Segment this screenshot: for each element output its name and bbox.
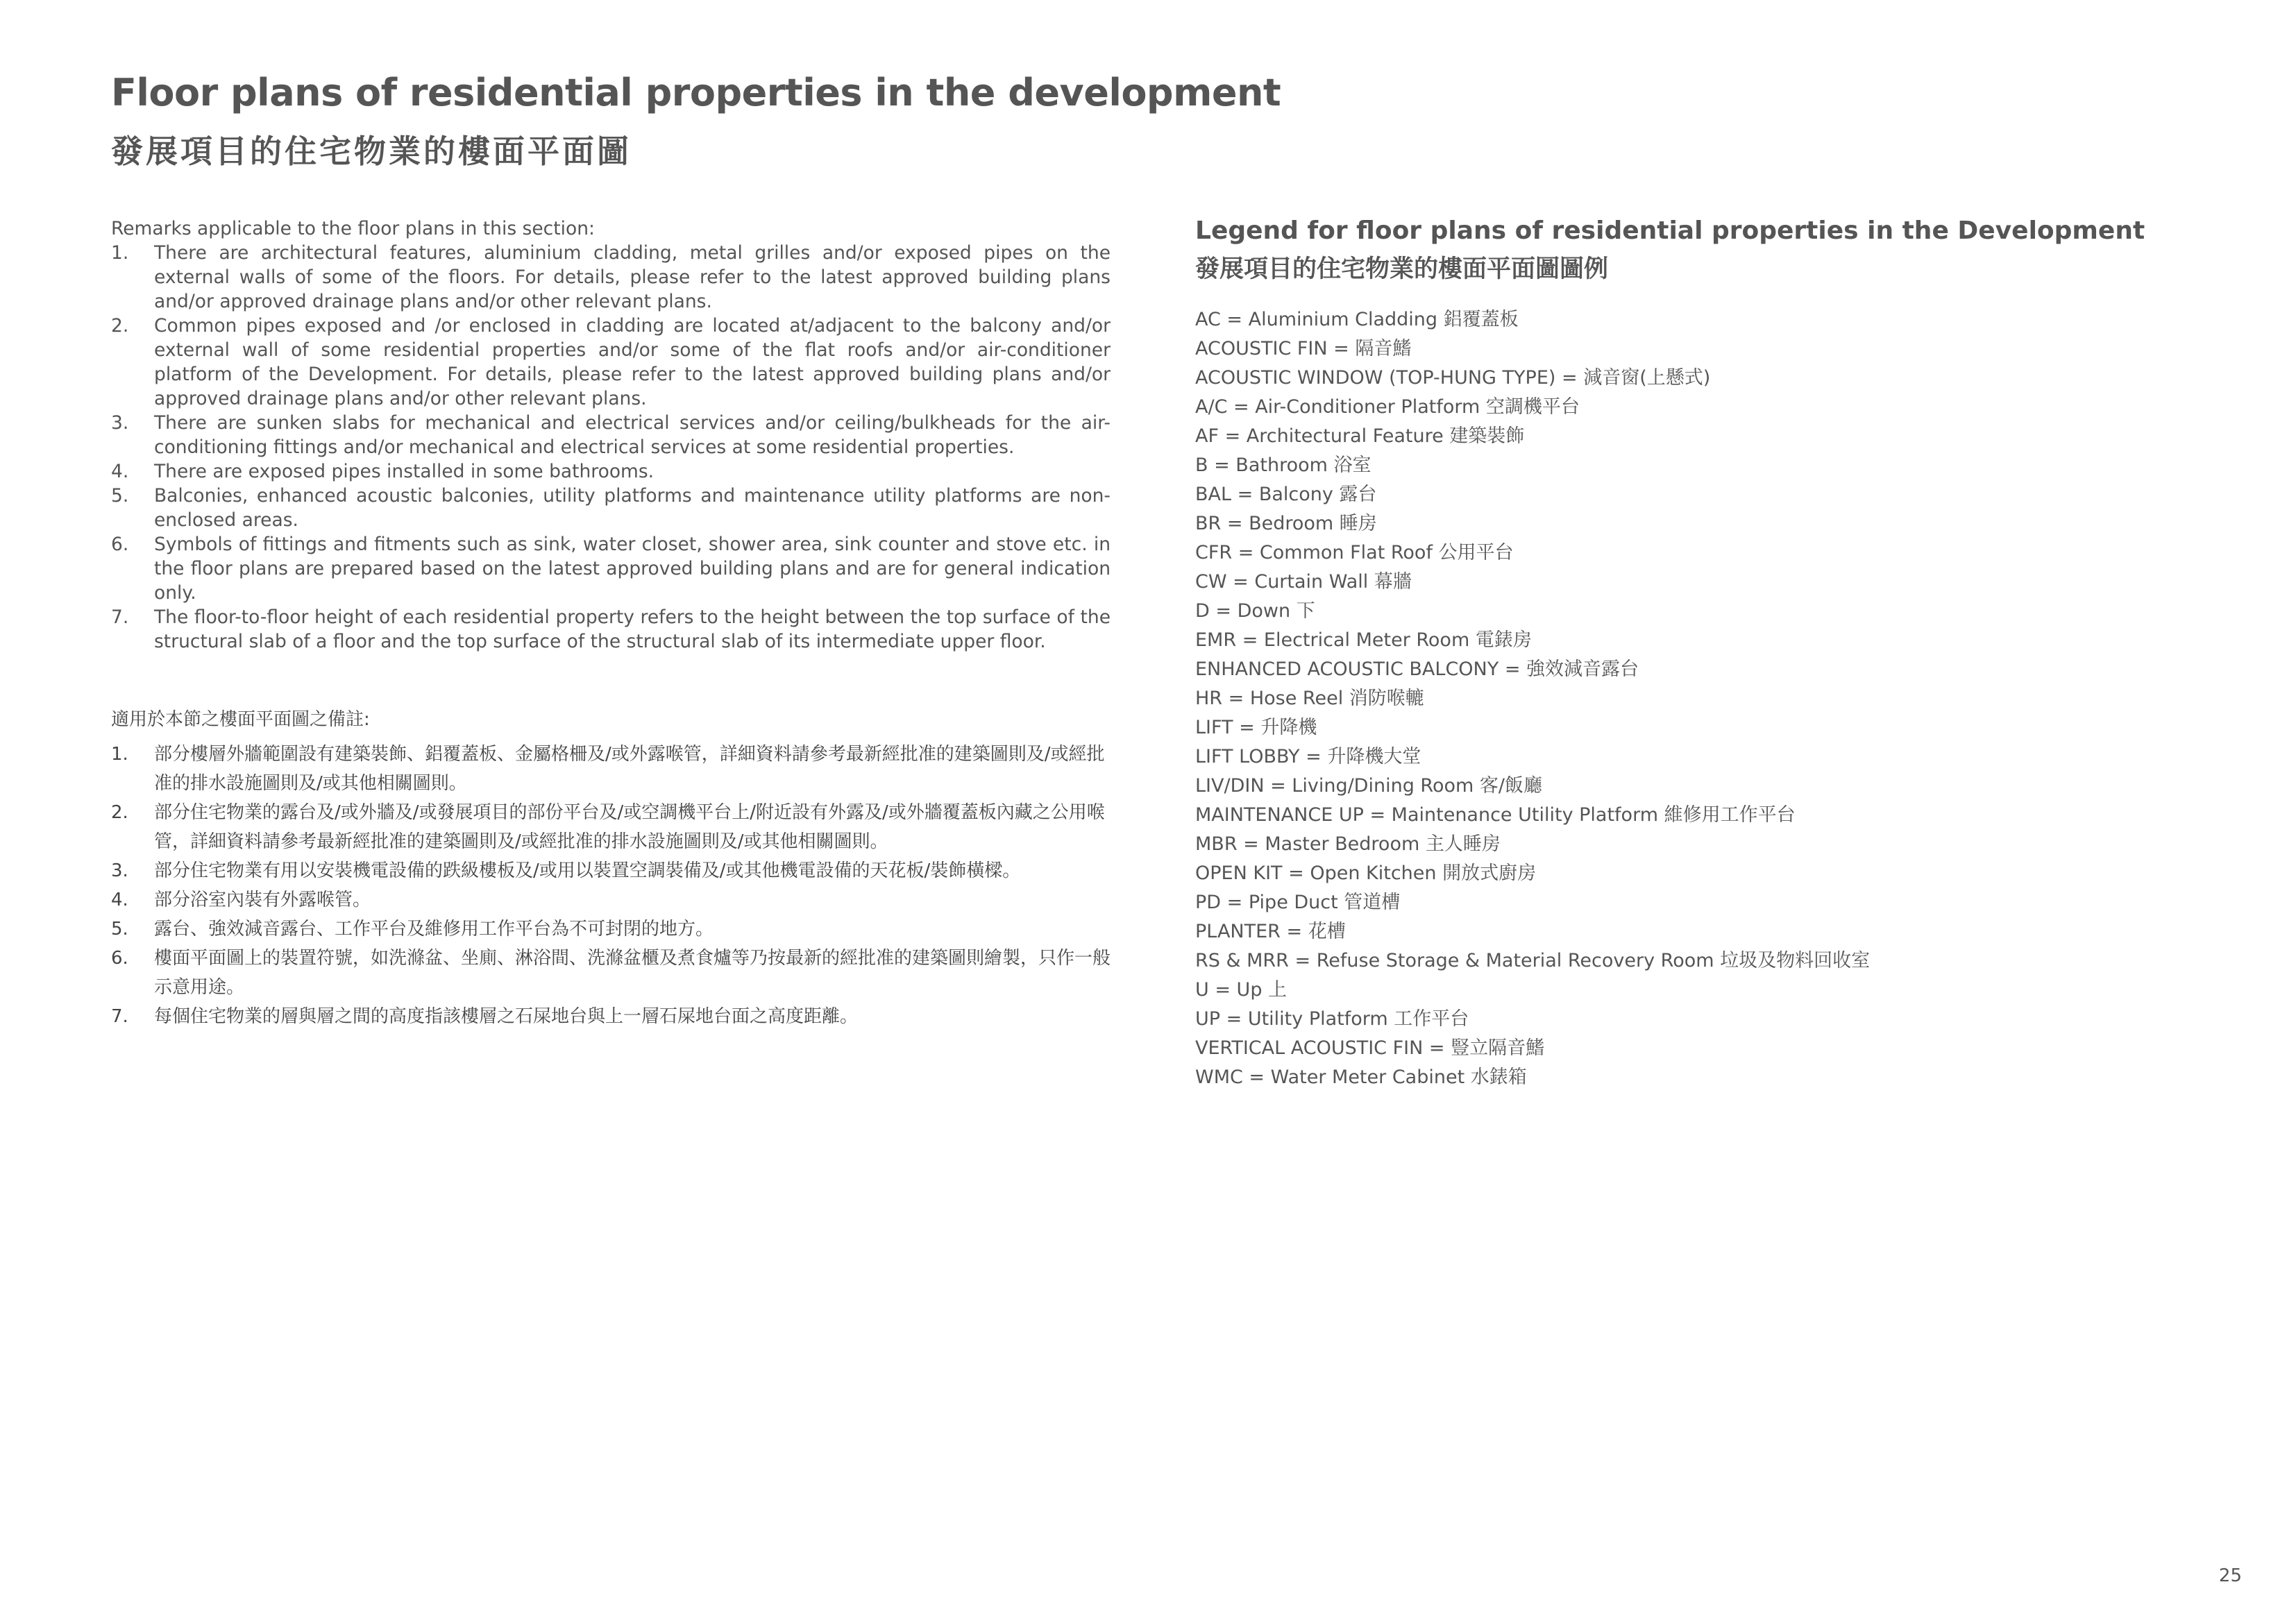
legend-item: EMR = Electrical Meter Room 電錶房 (1195, 629, 1532, 651)
remark-item (111, 241, 1111, 314)
legend-item: LIV/DIN = Living/Dining Room 客/飯廳 (1195, 775, 1542, 797)
remark-item-chinese (111, 944, 1111, 1002)
remark-number: 2. (111, 315, 129, 337)
remark-item (111, 459, 1111, 484)
legend-item: U = Up 上 (1195, 979, 1288, 1001)
legend-item: BR = Bedroom 睡房 (1195, 513, 1377, 534)
remark-text: 部分住宅物業的露台及/或外牆及/或發展項目的部份平台及/或空調機平台上/附近設有外露及/或外牆覆蓋板內藏之公用喉管，詳細資料請參考最新經批准的建築圖則及/或經批准的排水設施圖則及/或其他相關圖則。 (154, 802, 1105, 852)
remark-number: 1. (111, 744, 128, 765)
remark-number: 6. (111, 948, 128, 969)
remark-item-chinese (111, 856, 1111, 885)
legend-item: PLANTER = 花槽 (1195, 921, 1346, 942)
legend-item: UP = Utility Platform 工作平台 (1195, 1008, 1469, 1030)
remark-text: There are sunken slabs for mechanical and electrical services and/or ceiling/bulkheads for the air-conditioning fittings and/or mechanical and electrical services at some residential properties. (154, 412, 1111, 458)
remark-number: 4. (111, 890, 128, 910)
remark-number: 1. (111, 242, 129, 264)
remarks-intro: Remarks applicable to the floor plans in this section: (111, 218, 595, 239)
remark-item (111, 605, 1111, 654)
remark-number: 4. (111, 461, 129, 482)
remark-item (111, 532, 1111, 605)
remarks-chinese (111, 705, 1111, 1031)
remark-number: 5. (111, 485, 129, 507)
legend-item: ACOUSTIC FIN = 隔音鰭 (1195, 338, 1412, 359)
legend-item: AF = Architectural Feature 建築裝飾 (1195, 425, 1525, 447)
remarks-list-chinese (111, 740, 1111, 1031)
legend-item: A/C = Air-Conditioner Platform 空調機平台 (1195, 396, 1580, 418)
legend-item: VERTICAL ACOUSTIC FIN = 豎立隔音鰭 (1195, 1037, 1545, 1059)
remark-number: 3. (111, 860, 128, 881)
legend-item: WMC = Water Meter Cabinet 水錶箱 (1195, 1067, 1527, 1088)
remark-text: 每個住宅物業的層與層之間的高度指該樓層之石屎地台與上一層石屎地台面之高度距離。 (154, 1006, 859, 1027)
remark-item (111, 411, 1111, 459)
legend-item: LIFT LOBBY = 升降機大堂 (1195, 746, 1421, 767)
legend-list (1195, 305, 2167, 1092)
legend-item: MAINTENANCE UP = Maintenance Utility Platform 維修用工作平台 (1195, 804, 1796, 826)
remark-number: 7. (111, 1006, 128, 1027)
remarks-intro-chinese: 適用於本節之樓面平面圖之備註: (111, 709, 370, 730)
remark-text: Common pipes exposed and /or enclosed in cladding are located at/adjacent to the balcony and/or external wall of some residential properties and/or some of the flat roofs and/or air-conditioner platform of the Development. For details, please refer to the latest approved building plans and/or approved drainage plans and/or other relevant plans. (154, 315, 1111, 409)
remark-item-chinese (111, 798, 1111, 856)
legend-item: LIFT = 升降機 (1195, 717, 1317, 738)
legend-item: CW = Curtain Wall 幕牆 (1195, 571, 1412, 593)
remark-item-chinese (111, 740, 1111, 798)
remark-item-chinese (111, 1002, 1111, 1031)
remark-item-chinese (111, 915, 1111, 944)
remark-text: 部分住宅物業有用以安裝機電設備的跌級樓板及/或用以裝置空調裝備及/或其他機電設備的天花板/裝飾橫樑。 (154, 860, 1021, 881)
remark-number: 3. (111, 412, 129, 434)
legend-item: B = Bathroom 浴室 (1195, 454, 1371, 476)
legend-item: AC = Aluminium Cladding 鋁覆蓋板 (1195, 309, 1519, 330)
remark-text: 露台、強效減音露台、工作平台及維修用工作平台為不可封閉的地方。 (154, 919, 714, 940)
legend-item: ENHANCED ACOUSTIC BALCONY = 強效減音露台 (1195, 658, 1639, 680)
remark-text: 部分浴室內裝有外露喉管。 (154, 890, 371, 910)
remark-item-chinese (111, 885, 1111, 915)
legend-item: ACOUSTIC WINDOW (TOP-HUNG TYPE) = 減音窗(上懸式) (1195, 367, 1711, 389)
legend-item: PD = Pipe Duct 管道槽 (1195, 892, 1401, 913)
page-title: Floor plans of residential properties in the development (111, 71, 1281, 114)
remark-text: Symbols of fittings and fitments such as sink, water closet, shower area, sink counter and stove etc. in the floor plans are prepared based on the latest approved building plans and are for general indication only. (154, 534, 1111, 604)
legend-item: HR = Hose Reel 消防喉轆 (1195, 688, 1424, 709)
remark-text: 樓面平面圖上的裝置符號，如洗滌盆、坐廁、淋浴間、洗滌盆櫃及煮食爐等乃按最新的經批准的建築圖則繪製，只作一般示意用途。 (154, 948, 1111, 998)
legend-item: CFR = Common Flat Roof 公用平台 (1195, 542, 1514, 563)
remark-text: The floor-to-floor height of each residential property refers to the height between the top surface of the structural slab of a floor and the top surface of the structural slab of its intermediate upper floor. (154, 606, 1111, 652)
remark-text: There are architectural features, aluminium cladding, metal grilles and/or exposed pipes on the external walls of some of the floors. For details, please refer to the latest approved building plans and/or approved drainage plans and/or other relevant plans. (154, 242, 1111, 312)
legend-item: BAL = Balcony 露台 (1195, 484, 1377, 505)
remark-item (111, 484, 1111, 532)
legend-item: D = Down 下 (1195, 600, 1315, 622)
remarks-list (111, 241, 1111, 654)
legend-title: Legend for floor plans of residential properties in the Development (1195, 216, 2145, 245)
remark-number: 5. (111, 919, 128, 940)
remark-item (111, 314, 1111, 411)
legend-title-chinese: 發展項目的住宅物業的樓面平面圖圖例 (1195, 255, 1609, 283)
remarks-english (111, 216, 1111, 654)
remark-number: 2. (111, 802, 128, 823)
remark-number: 6. (111, 534, 129, 555)
legend-item: RS & MRR = Refuse Storage & Material Recovery Room 垃圾及物料回收室 (1195, 950, 1871, 971)
remark-text: There are exposed pipes installed in some bathrooms. (154, 461, 655, 482)
remark-text: 部分樓層外牆範圍設有建築裝飾、鋁覆蓋板、金屬格柵及/或外露喉管，詳細資料請參考最新經批准的建築圖則及/或經批准的排水設施圖則及/或其他相關圖則。 (154, 744, 1105, 794)
legend-item: OPEN KIT = Open Kitchen 開放式廚房 (1195, 863, 1537, 884)
legend-item: MBR = Master Bedroom 主人睡房 (1195, 833, 1501, 855)
page-title-chinese: 發展項目的住宅物業的樓面平面圖 (111, 133, 632, 170)
page-number: 25 (2218, 1565, 2242, 1586)
remark-text: Balconies, enhanced acoustic balconies, utility platforms and maintenance utility platforms are non-enclosed areas. (154, 485, 1111, 531)
remark-number: 7. (111, 606, 129, 628)
